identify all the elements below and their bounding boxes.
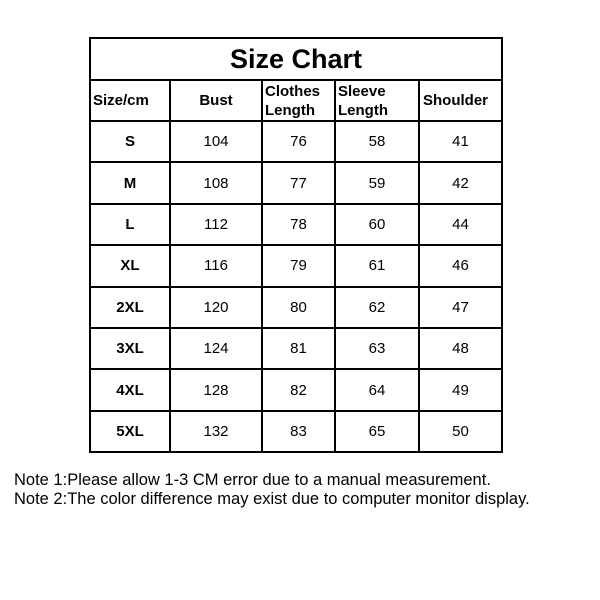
size-cell: 5XL bbox=[90, 411, 170, 452]
table-row bbox=[90, 328, 502, 369]
bust-cell: 104 bbox=[170, 121, 262, 162]
clothes-length-cell: 83 bbox=[262, 411, 335, 452]
clothes-length-cell: 76 bbox=[262, 121, 335, 162]
sleeve-length-cell: 59 bbox=[335, 162, 419, 203]
bust-cell: 108 bbox=[170, 162, 262, 203]
header-row bbox=[90, 80, 502, 121]
note-1: Note 1:Please allow 1-3 CM error due to a manual measurement. bbox=[14, 471, 491, 489]
chart-title: Size Chart bbox=[90, 38, 502, 80]
notes bbox=[14, 471, 530, 509]
size-cell: S bbox=[90, 121, 170, 162]
sleeve-length-cell: 60 bbox=[335, 204, 419, 245]
header-clothes-length-line2: Length bbox=[265, 101, 315, 119]
table-row bbox=[90, 245, 502, 286]
shoulder-cell: 44 bbox=[419, 204, 502, 245]
shoulder-cell: 50 bbox=[419, 411, 502, 452]
bust-cell: 124 bbox=[170, 328, 262, 369]
bust-cell: 116 bbox=[170, 245, 262, 286]
size-cell: XL bbox=[90, 245, 170, 286]
size-cell: 3XL bbox=[90, 328, 170, 369]
clothes-length-cell: 77 bbox=[262, 162, 335, 203]
size-cell: M bbox=[90, 162, 170, 203]
shoulder-cell: 49 bbox=[419, 369, 502, 410]
shoulder-cell: 42 bbox=[419, 162, 502, 203]
sleeve-length-cell: 62 bbox=[335, 287, 419, 328]
table-row bbox=[90, 121, 502, 162]
sleeve-length-cell: 64 bbox=[335, 369, 419, 410]
header-sleeve-length-line1: Sleeve bbox=[338, 82, 386, 100]
clothes-length-cell: 82 bbox=[262, 369, 335, 410]
table-row bbox=[90, 369, 502, 410]
bust-cell: 128 bbox=[170, 369, 262, 410]
sleeve-length-cell: 65 bbox=[335, 411, 419, 452]
sleeve-length-cell: 63 bbox=[335, 328, 419, 369]
size-cell: 2XL bbox=[90, 287, 170, 328]
size-cell: L bbox=[90, 204, 170, 245]
sleeve-length-cell: 61 bbox=[335, 245, 419, 286]
bust-cell: 112 bbox=[170, 204, 262, 245]
table-row bbox=[90, 204, 502, 245]
header-clothes-length-line1: Clothes bbox=[265, 82, 321, 100]
shoulder-cell: 48 bbox=[419, 328, 502, 369]
header-bust: Bust bbox=[170, 80, 262, 121]
clothes-length-cell: 81 bbox=[262, 328, 335, 369]
table-row bbox=[90, 411, 502, 452]
header-shoulder: Shoulder bbox=[419, 80, 502, 121]
sleeve-length-cell: 58 bbox=[335, 121, 419, 162]
header-sleeve-length bbox=[335, 80, 419, 121]
table-row bbox=[90, 162, 502, 203]
header-sleeve-length-line2: Length bbox=[338, 101, 388, 119]
header-size: Size/cm bbox=[90, 80, 170, 121]
header-clothes-length bbox=[262, 80, 335, 121]
table-row bbox=[90, 287, 502, 328]
clothes-length-cell: 78 bbox=[262, 204, 335, 245]
size-cell: 4XL bbox=[90, 369, 170, 410]
note-2: Note 2:The color difference may exist due to computer monitor display. bbox=[14, 490, 530, 508]
shoulder-cell: 46 bbox=[419, 245, 502, 286]
bust-cell: 120 bbox=[170, 287, 262, 328]
bust-cell: 132 bbox=[170, 411, 262, 452]
size-chart-table bbox=[89, 37, 503, 453]
clothes-length-cell: 79 bbox=[262, 245, 335, 286]
clothes-length-cell: 80 bbox=[262, 287, 335, 328]
shoulder-cell: 41 bbox=[419, 121, 502, 162]
shoulder-cell: 47 bbox=[419, 287, 502, 328]
